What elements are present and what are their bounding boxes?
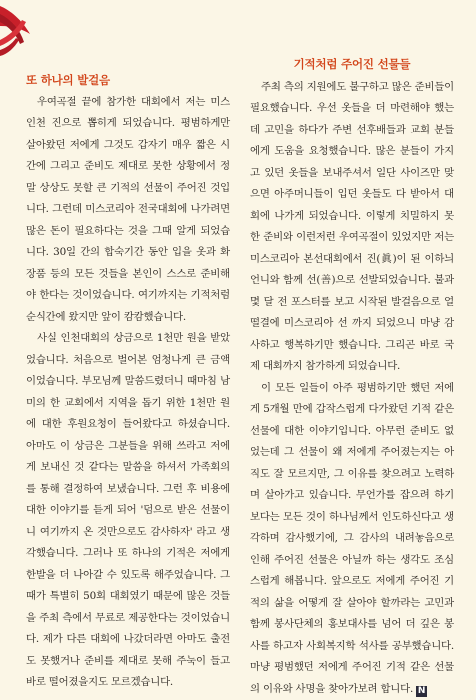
end-mark-icon: N	[417, 685, 426, 696]
paragraph: 주최 측의 지원에도 불구하고 많은 준비들이 필요했습니다. 우선 옷들을 더 마련해야 했는데 고민을 하다가 주변 선후배들과 교회 분들에게 도움을 요청했습니다. 많은 분들이 가지고 있던 옷들을 보내주셔서 일단 사이즈만 맞으면 아주머니들이 입던 옷들도 다 받아서 대회에 나가게 되었습니다. 이렇게 치밀하지 못한 준비와 이런저런 우여곡절이 있었지만 저는 미스코리아 본선대회에서 진(眞)이 된 이하늬 언니와 함께 선(善)으로 선발되었습니다. 불과 몇 달 전 포스터를 보고 시작된 발걸음으로 얼떨결에 미스코리아 선 까지 되었으니 마냥 감사하고 행복하기만 했습니다. 그리곤 바로 국제 대회까지 참가하게 되었습니다.	[250, 80, 454, 372]
right-column	[250, 57, 454, 700]
red-ribbon-decoration	[0, 0, 60, 80]
left-column	[26, 72, 230, 694]
paragraph: 우여곡절 끝에 참가한 대회에서 저는 미스 인천 진으로 뽑히게 되었습니다. 평범하게만 살아왔던 저에게 그것도 갑자기 매우 짧은 시간에 그리고 준비도 제대로 못한 상황에서 정말 상상도 못할 큰 기적의 선물이 주어진 것입니다. 그런데 미스코리아 전국대회에 나가려면 많은 돈이 필요하다는 것을 그때 알게 되었습니다. 30일 간의 합숙기간 동안 입을 옷과 화장품 등의 모든 것들을 본인이 스스로 준비해야 한다는 것이었습니다. 여기까지는 기적처럼 순식간에 왔지만 앞이 캄캄했습니다.	[26, 95, 230, 323]
paragraph-last	[250, 378, 454, 700]
section-heading-left: 또 하나의 발걸음	[26, 73, 110, 87]
paragraph-text: 이 모든 일들이 아주 평범하기만 했던 저에게 5개월 만에 갑작스럽게 다가왔던 기적 같은 선물에 대한 이야기입니다. 아무런 준비도 없었는데 그 선물이 왜 저에게 주어졌는지는 아직도 잘 모르지만, 그 이유를 찾으려고 노력하며 살아가고 있습니다. 무언가를 잡으려 하기보다는 모든 것이 하나님께서 인도하신다고 생각하며 감사했기에, 그 감사의 내려놓음으로 인해 주어진 선물은 아닐까 하는 생각도 조심스럽게 해봅니다. 앞으로도 저에게 주어진 기적의 삶을 어떻게 잘 살아야 할까라는 고민과 함께 봉사단체의 홍보대사를 넘어 더 깊은 봉사를 하고자 사회복지학 석사를 공부했습니다. 마냥 평범했던 저에게 주어진 기적 같은 선물의 이유와 사명을 찾아가보려 합니다.	[250, 381, 454, 695]
section-heading-right: 기적처럼 주어진 선물들	[293, 57, 411, 71]
paragraph: 사실 인천대회의 상금으로 1천만 원을 받았었습니다. 처음으로 벌어본 엄청나게 큰 금액이었습니다. 부모님께 말씀드렸더니 때마침 남미의 한 교회에서 지역을 돕기 위한 1천만 원에 대한 후원요청이 들어왔다고 하셨습니다. 아마도 이 상금은 그분들을 위해 쓰라고 저에게 보내신 것 같다는 말씀을 하셔서 가족회의를 통해 결정하여 보냈습니다. 그런 후 비용에 대한 이야기를 듣게 되어 '덤으로 받은 선물이니 여기까지 온 것만으로도 감사하자' 라고 생각했습니다. 그러나 또 하나의 기적은 저에게 한발을 더 나아갈 수 있도록 해주었습니다. 그때가 특별히 50회 대회였기 때문에 많은 것들을 주최 측에서 무료로 제공한다는 것이었습니다. 제가 다른 대회에 나갔더라면 아마도 출전도 못했거나 준비를 제대로 못해 주눅이 들고 바로 떨어졌을지도 모르겠습니다.	[26, 332, 230, 688]
